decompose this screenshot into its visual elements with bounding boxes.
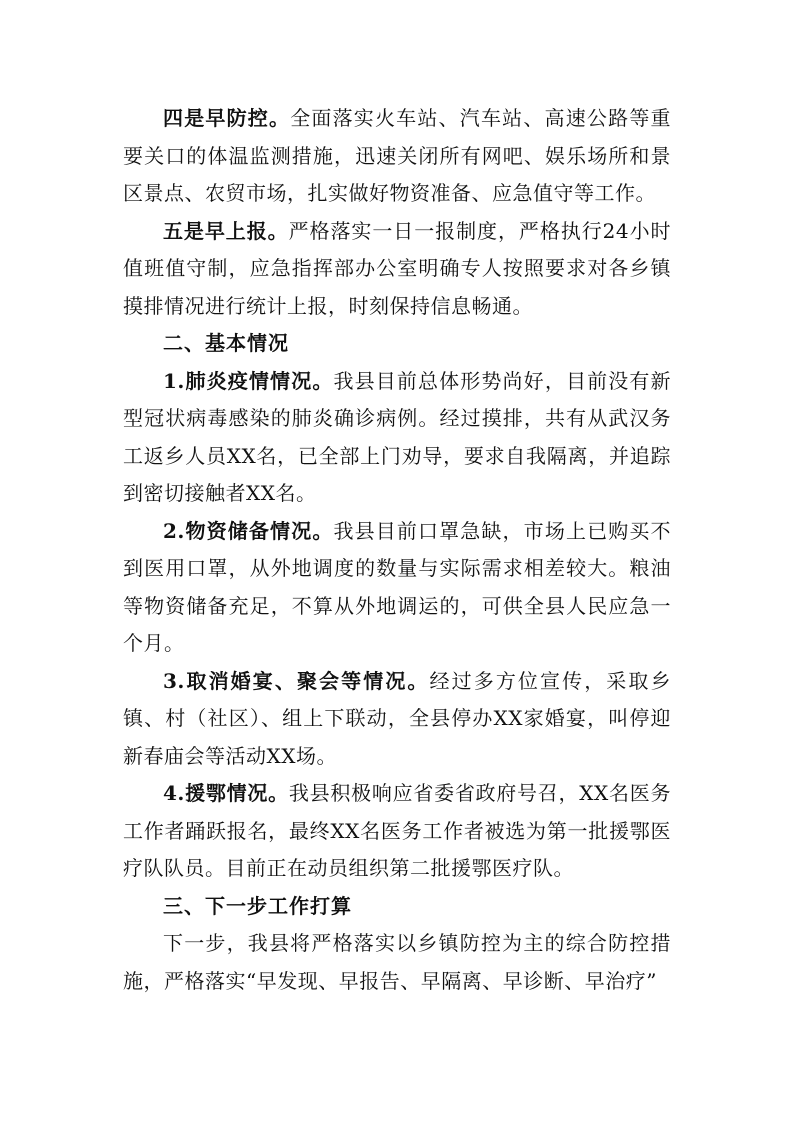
paragraph-aid-hubei (123, 775, 671, 888)
paragraph-body: 全面落实火车站、汽车站、高速公路等重要关口的体温监测措施，迅速关闭所有网吧、娱乐场所和景区景点、农贸市场，扎实做好物资准备、应急值守等工作。 (123, 106, 672, 205)
paragraph-body: 严格落实一日一报制度，严格执行24小时值班值守制，应急指挥部办公室明确专人按照要求对各乡镇摸排情况进行统计上报，时刻保持信息畅通。 (123, 218, 671, 318)
paragraph-cancel-gatherings (123, 663, 671, 776)
paragraph-body: 经过多方位宣传，采取乡镇、村（社区）、组上下联动，全县停办XX家婚宴，叫停迎新春庙会等活动XX场。 (123, 668, 671, 768)
paragraph-lead: 4.援鄂情况。 (163, 781, 289, 805)
section-heading-next-steps: 三、下一步工作打算 (163, 893, 352, 918)
paragraph-early-prevention (123, 100, 671, 213)
paragraph-body: 我县目前口罩急缺，市场上已购买不到医用口罩，从外地调度的数量与实际需求相差较大。粮油等物资储备充足，不算从外地调运的，可供全县人民应急一个月。 (123, 518, 671, 655)
paragraph-next-step-plan (123, 925, 671, 1000)
paragraph-lead: 四是早防控。 (163, 106, 291, 130)
paragraph-body: 我县积极响应省委省政府号召，XX名医务工作者踊跃报名，最终XX名医务工作者被选为第一批援鄂医疗队队员。目前正在动员组织第二批援鄂医疗队。 (123, 781, 671, 880)
paragraph-lead: 2.物资储备情况。 (163, 518, 334, 543)
document-page (123, 100, 671, 1000)
section-heading-basic-situation: 二、基本情况 (163, 331, 289, 355)
paragraph-supplies-reserve (123, 513, 671, 663)
paragraph-early-report (123, 213, 671, 326)
paragraph-lead: 3.取消婚宴、聚会等情况。 (163, 668, 430, 693)
paragraph-epidemic-situation (123, 363, 671, 513)
paragraph-body: 我县目前总体形势尚好，目前没有新型冠状病毒感染的肺炎确诊病例。经过摸排，共有从武汉务工返乡人员XX名，已全部上门劝导，要求自我隔离，并追踪到密切接触者XX名。 (123, 368, 671, 505)
paragraph-lead: 1.肺炎疫情情况。 (163, 368, 334, 393)
paragraph-lead: 五是早上报。 (163, 218, 289, 243)
paragraph-body: 下一步，我县将严格落实以乡镇防控为主的综合防控措施，严格落实“早发现、早报告、早隔离、早诊断、早治疗” (123, 931, 671, 993)
